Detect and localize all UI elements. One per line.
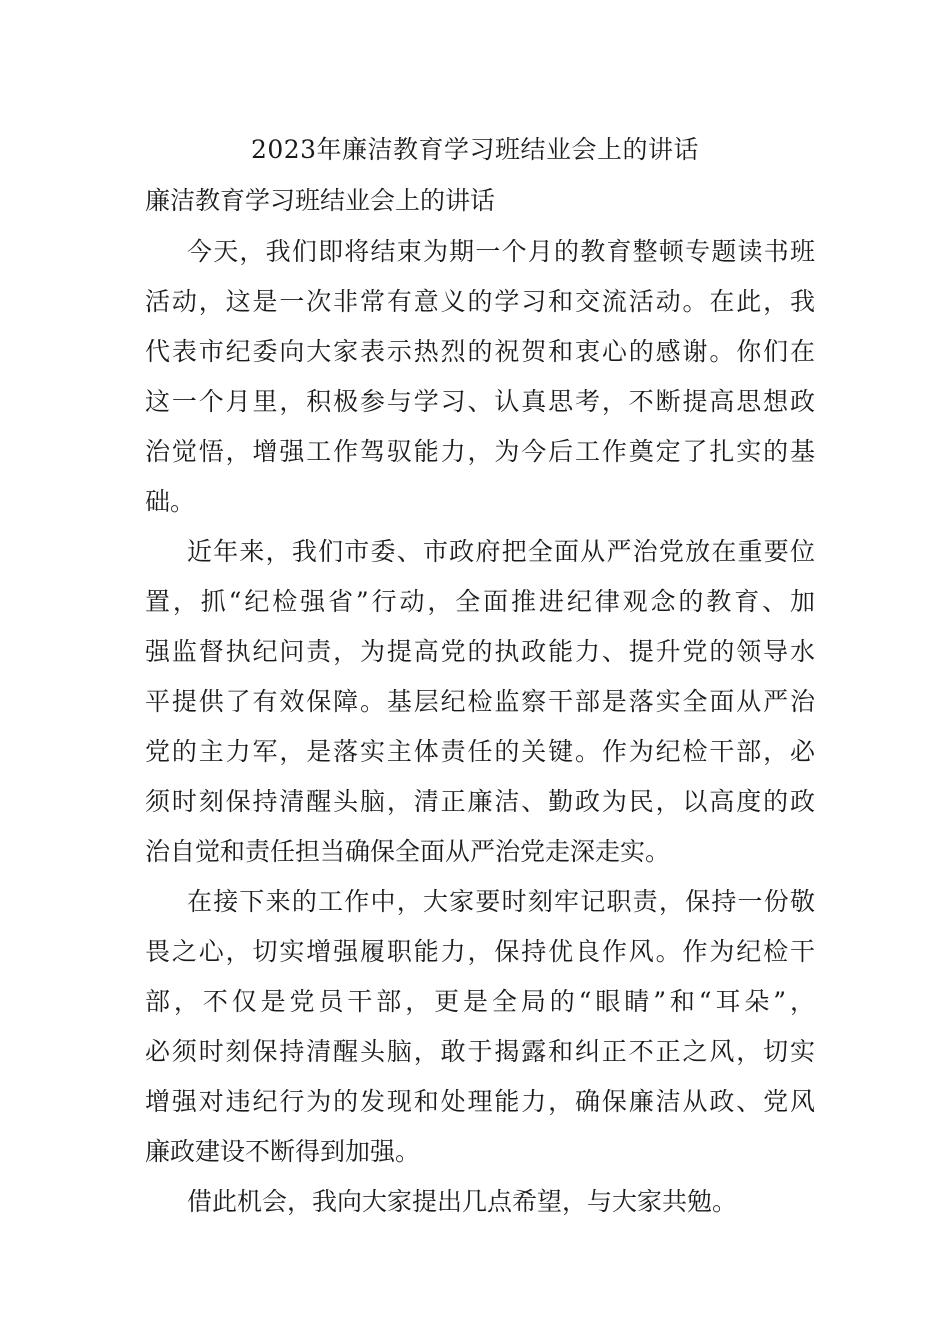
paragraph-line: 代表市纪委向大家表示热烈的祝贺和衷心的感谢。你们在 <box>145 337 815 366</box>
paragraph-line: 治自觉和责任担当确保全面从严治党走深走实。 <box>145 837 671 866</box>
paragraph-line: 平提供了有效保障。基层纪检监察干部是落实全面从严治 <box>145 687 815 716</box>
paragraph-line: 畏之心，切实增强履职能力，保持优良作风。作为纪检干 <box>145 937 815 966</box>
paragraph-line: 强监督执纪问责，为提高党的执政能力、提升党的领导水 <box>145 637 815 666</box>
paragraph-line: 部，不仅是党员干部，更是全局的“眼睛”和“耳朵”， <box>145 987 815 1016</box>
document-title: 2023年廉洁教育学习班结业会上的讲话 <box>250 135 700 164</box>
paragraph-line: 廉政建设不断得到加强。 <box>145 1137 421 1166</box>
paragraph-line: 须时刻保持清醒头脑，清正廉洁、勤政为民，以高度的政 <box>145 787 815 816</box>
paragraph-line: 今天，我们即将结束为期一个月的教育整顿专题读书班 <box>187 237 815 266</box>
paragraph-line: 这一个月里，积极参与学习、认真思考，不断提高思想政 <box>145 387 815 416</box>
paragraph-line: 借此机会，我向大家提出几点希望，与大家共勉。 <box>187 1187 738 1216</box>
paragraph-line: 在接下来的工作中，大家要时刻牢记职责，保持一份敬 <box>187 887 815 916</box>
paragraph-line: 近年来，我们市委、市政府把全面从严治党放在重要位 <box>187 537 815 566</box>
paragraph-line: 治觉悟，增强工作驾驭能力，为今后工作奠定了扎实的基 <box>145 437 815 466</box>
paragraph-line: 党的主力军，是落实主体责任的关键。作为纪检干部，必 <box>145 737 815 766</box>
paragraph-line: 活动，这是一次非常有意义的学习和交流活动。在此，我 <box>145 287 815 316</box>
paragraph-line: 置，抓“纪检强省”行动，全面推进纪律观念的教育、加 <box>145 587 815 616</box>
paragraph-line: 必须时刻保持清醒头脑，敢于揭露和纠正不正之风，切实 <box>145 1037 815 1066</box>
paragraph-line: 础。 <box>145 487 196 516</box>
document-subtitle: 廉洁教育学习班结业会上的讲话 <box>145 186 496 215</box>
paragraph-line: 增强对违纪行为的发现和处理能力，确保廉洁从政、党风 <box>145 1087 815 1116</box>
